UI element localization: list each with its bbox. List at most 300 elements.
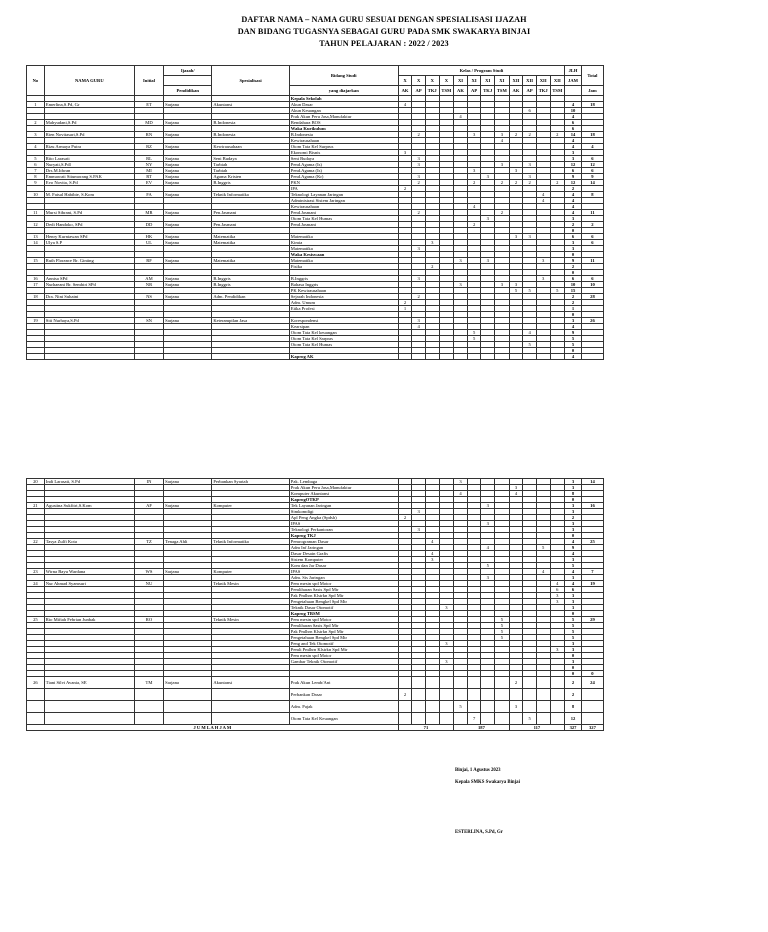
- cell-hours: 3: [412, 318, 426, 324]
- cell-bidang-studi: Otom Tata Kel Keuangan: [289, 713, 398, 725]
- cell-jlh: 4: [565, 324, 582, 330]
- cell-hours: [439, 701, 454, 713]
- cell-hours: 3: [509, 485, 523, 491]
- cell-hours: 3: [425, 240, 439, 246]
- cell-jlh: 8: [565, 491, 582, 497]
- th-class: XII: [509, 76, 523, 86]
- cell-bidang-studi: Pend.Agama (Is): [289, 162, 398, 168]
- cell-name: M. Faisal Habibie, S.Kom: [44, 192, 134, 198]
- cell-jlh: 2: [565, 689, 582, 701]
- cell-total: 18: [581, 102, 603, 108]
- cell-jlh: 12: [565, 180, 582, 186]
- cell-initial: EV: [134, 180, 163, 186]
- cell-hours: 2: [412, 132, 426, 138]
- cell-spesialisasi: Teknik Informatika: [212, 539, 289, 545]
- cell-hours: 5: [523, 342, 537, 348]
- cell-hours: [550, 689, 565, 701]
- cell-hours: [550, 354, 565, 360]
- summary-label: J U M L A H J A M: [27, 725, 399, 731]
- cell-hours: 4: [536, 192, 550, 198]
- table-row: [27, 713, 604, 725]
- cell-hours: [481, 701, 495, 713]
- cell-hours: [550, 713, 565, 725]
- cell-hours: 3: [412, 156, 426, 162]
- cell-name: Tiani Silvi Avania, SE: [44, 677, 134, 689]
- table-row: [27, 354, 604, 360]
- cell-total: 11: [581, 210, 603, 216]
- th-jam: JAM: [565, 76, 582, 86]
- cell-hours: [495, 354, 510, 360]
- cell-hours: [495, 677, 510, 689]
- cell-spesialisasi: Matematika: [212, 240, 289, 246]
- cell-no: 13: [27, 234, 45, 240]
- cell-hours: [481, 689, 495, 701]
- cell-hours: [495, 713, 510, 725]
- summary-row: [27, 725, 604, 731]
- cell-name: Emmawati Situmorang S.PAK: [44, 174, 134, 180]
- cell-hours: 2: [509, 677, 523, 689]
- th-ijazah-blank: [164, 76, 212, 86]
- cell-hours: 5: [536, 545, 550, 551]
- th-name: NAMA GURU: [44, 66, 134, 96]
- cell-hours: 3: [509, 701, 523, 713]
- cell-ijazah: Sarjana: [164, 156, 212, 162]
- cell-jlh: 4: [565, 138, 582, 144]
- cell-spesialisasi: Tarbiah: [212, 162, 289, 168]
- cell-ijazah: Sarjana: [164, 168, 212, 174]
- cell-name: Agustina Sukfitri,S.Kom: [44, 503, 134, 509]
- cell-hours: 3: [550, 647, 565, 653]
- cell-spesialisasi: B.Inggris: [212, 282, 289, 288]
- cell-name: [44, 713, 134, 725]
- cell-spesialisasi: B.Inggris: [212, 276, 289, 282]
- cell-initial: NR: [134, 282, 163, 288]
- cell-hours: 5: [467, 336, 481, 342]
- cell-hours: 3: [481, 216, 495, 222]
- cell-hours: 6: [523, 108, 537, 114]
- title-line-3: TAHUN PELAJARAN : 2022 / 2023: [319, 39, 449, 48]
- cell-total: [581, 713, 603, 725]
- cell-name: Nur Ahmad Syamsuri: [44, 581, 134, 587]
- cell-hours: 5: [454, 701, 468, 713]
- cell-hours: 3: [412, 509, 426, 515]
- cell-no: 8: [27, 174, 45, 180]
- cell-total: 7: [581, 569, 603, 575]
- cell-ijazah: Sarjana: [164, 144, 212, 150]
- th-ijazah: Ijazah/: [164, 66, 212, 76]
- th-spesialisasi: Spesialisasi: [212, 66, 289, 96]
- cell-hours: 3: [454, 282, 468, 288]
- cell-bidang-studi: Otom Tata Kel Humas: [289, 216, 398, 222]
- cell-jlh: 6: [565, 168, 582, 174]
- header-row: [27, 66, 604, 76]
- title-line-1: DAFTAR NAMA – NAMA GURU SESUAI DENGAN SPESIALISASI IJAZAH: [241, 15, 527, 24]
- cell-no: [27, 354, 45, 360]
- cell-initial: [134, 689, 163, 701]
- cell-total: 8: [581, 192, 603, 198]
- cell-bidang-studi: IPA: [289, 186, 398, 192]
- document-title: [0, 14, 768, 50]
- cell-bidang-studi: Kom dan Jar Dasar: [289, 563, 398, 569]
- cell-spesialisasi: Teknik Mesin: [212, 617, 289, 623]
- cell-hours: 3: [536, 258, 550, 264]
- cell-hours: 4: [425, 551, 439, 557]
- cell-spesialisasi: Tarbiah: [212, 168, 289, 174]
- cell-hours: [536, 689, 550, 701]
- cell-bidang-studi: Korespondensi: [289, 318, 398, 324]
- cell-bidang-studi: Sejarah Indonesia: [289, 294, 398, 300]
- cell-hours: 7: [467, 713, 481, 725]
- cell-hours: [481, 677, 495, 689]
- cell-bidang-studi: Ekonomi Bisnis: [289, 150, 398, 156]
- cell-hours: 3: [454, 258, 468, 264]
- cell-bidang-studi: Perbankan Dasar: [289, 689, 398, 701]
- cell-hours: 3: [550, 599, 565, 605]
- cell-no: [27, 713, 45, 725]
- cell-hours: [495, 701, 510, 713]
- cell-ijazah: Sarjana: [164, 222, 212, 228]
- cell-no: 21: [27, 503, 45, 509]
- cell-total: [581, 689, 603, 701]
- cell-jlh: 0: [565, 611, 582, 617]
- cell-total: 28: [581, 294, 603, 300]
- cell-bidang-studi: Kaprog AK: [289, 354, 398, 360]
- cell-hours: [550, 677, 565, 689]
- cell-bidang-studi: Komputer Akuntansi: [289, 491, 398, 497]
- cell-jlh: 14: [565, 132, 582, 138]
- th-program: TKJ: [425, 86, 439, 96]
- cell-bidang-studi: KaprogOTKP: [289, 497, 398, 503]
- cell-jlh: 9: [565, 330, 582, 336]
- cell-name: Rien Novitasari,S.Pd: [44, 132, 134, 138]
- th-program: TSM: [439, 86, 454, 96]
- cell-hours: [523, 701, 537, 713]
- cell-jlh: 3: [565, 593, 582, 599]
- cell-jlh: 0: [565, 348, 582, 354]
- th-program: AK: [398, 86, 412, 96]
- cell-jlh: 0: [565, 497, 582, 503]
- cell-hours: 2: [550, 132, 565, 138]
- cell-jlh: 3: [565, 156, 582, 162]
- cell-bidang-studi: Pak Pmlhrn Klstrkn Spd Mtr: [289, 593, 398, 599]
- cell-bidang-studi: PK Kewirausahaan: [289, 288, 398, 294]
- cell-hours: [439, 677, 454, 689]
- cell-no: 12: [27, 222, 45, 228]
- cell-bidang-studi: Administrasi Sistem Jaringan: [289, 198, 398, 204]
- cell-bidang-studi: Pend.Jasmani: [289, 210, 398, 216]
- cell-no: [27, 689, 45, 701]
- footer-role: Kepala SMKS Swakarya Binjai: [455, 780, 520, 785]
- cell-no: 16: [27, 276, 45, 282]
- cell-hours: 5: [495, 617, 510, 623]
- cell-initial: NY: [134, 162, 163, 168]
- cell-bidang-studi: Pend.Jasmani: [289, 222, 398, 228]
- cell-jlh: 6: [565, 234, 582, 240]
- cell-jlh: 5: [565, 629, 582, 635]
- cell-hours: 4: [454, 114, 468, 120]
- cell-bidang-studi: Pem mesin spd Motor: [289, 617, 398, 623]
- cell-no: 7: [27, 168, 45, 174]
- teacher-table-part-1: [26, 65, 604, 360]
- cell-jlh: 2: [565, 300, 582, 306]
- cell-hours: 3: [412, 174, 426, 180]
- cell-hours: 3: [509, 282, 523, 288]
- cell-bidang-studi: Teknik Dasar Otomotif: [289, 605, 398, 611]
- cell-ijazah: Sarjana: [164, 276, 212, 282]
- cell-jlh: 6: [565, 126, 582, 132]
- cell-jlh: 3: [565, 240, 582, 246]
- cell-bidang-studi: Adm Inf Jaringan: [289, 545, 398, 551]
- cell-ijazah: Sarjana: [164, 192, 212, 198]
- cell-ijazah: Sarjana: [164, 282, 212, 288]
- th-class: X: [398, 76, 412, 86]
- cell-hours: 4: [412, 324, 426, 330]
- th-class: XI: [481, 76, 495, 86]
- cell-bidang-studi: Pemliharan Sasis Spd Mtr: [289, 587, 398, 593]
- cell-hours: 3: [412, 162, 426, 168]
- cell-bidang-studi: IPAS: [289, 521, 398, 527]
- cell-total: 10: [581, 282, 603, 288]
- cell-spesialisasi: Keterampilan Jasa: [212, 318, 289, 324]
- cell-jlh: 2: [565, 677, 582, 689]
- cell-hours: 5: [495, 635, 510, 641]
- cell-bidang-studi: Kewirausahaan: [289, 138, 398, 144]
- cell-initial: RN: [134, 132, 163, 138]
- cell-jlh: 4: [565, 144, 582, 150]
- cell-hours: 5: [509, 288, 523, 294]
- cell-total: 6: [581, 234, 603, 240]
- cell-hours: 6: [550, 587, 565, 593]
- cell-bidang-studi: Waka Kurikulum: [289, 126, 398, 132]
- cell-hours: [425, 713, 439, 725]
- cell-jlh: 0: [565, 252, 582, 258]
- cell-hours: 2: [412, 294, 426, 300]
- cell-total: 24: [581, 677, 603, 689]
- cell-jlh: 0: [565, 312, 582, 318]
- th-no: No: [27, 66, 45, 96]
- cell-hours: 3: [523, 234, 537, 240]
- cell-hours: 4: [467, 204, 481, 210]
- cell-no: 2: [27, 120, 45, 126]
- summary-total: 327: [581, 725, 603, 731]
- cell-jlh: 12: [565, 713, 582, 725]
- cell-name: [44, 689, 134, 701]
- th-pendidikan: Pendidikan: [164, 86, 212, 96]
- cell-jlh: 10: [565, 108, 582, 114]
- cell-total: 29: [581, 617, 603, 623]
- cell-jlh: 3: [565, 318, 582, 324]
- cell-hours: [398, 701, 412, 713]
- cell-total: 9: [581, 174, 603, 180]
- cell-hours: 3: [495, 282, 510, 288]
- cell-ijazah: Sarjana: [164, 180, 212, 186]
- cell-initial: TZ: [134, 539, 163, 545]
- th-bidang: Bidang Studi: [289, 66, 398, 86]
- cell-no: 4: [27, 144, 45, 150]
- cell-ijazah: Tenaga Ahli: [164, 539, 212, 545]
- cell-no: 20: [27, 479, 45, 485]
- cell-bidang-studi: Fisika: [289, 264, 398, 270]
- cell-hours: 3: [439, 641, 454, 647]
- cell-hours: 4: [425, 539, 439, 545]
- th-kelas: Kelas / Program Studi: [398, 66, 564, 76]
- table-body: [27, 677, 604, 725]
- cell-no: 18: [27, 294, 45, 300]
- cell-bidang-studi: Matematika: [289, 246, 398, 252]
- cell-spesialisasi: Seni Budaya: [212, 156, 289, 162]
- cell-initial: WS: [134, 569, 163, 575]
- cell-jlh: 5: [565, 617, 582, 623]
- cell-hours: 4: [481, 545, 495, 551]
- th-total: Total: [581, 66, 603, 86]
- cell-ijazah: [164, 354, 212, 360]
- summary-x: 71: [398, 725, 453, 731]
- cell-jlh: 3: [565, 509, 582, 515]
- cell-ijazah: Sarjana: [164, 318, 212, 324]
- cell-ijazah: Sarjana: [164, 569, 212, 575]
- table-row: [27, 689, 604, 701]
- cell-name: Dedi Handoko, SPd: [44, 222, 134, 228]
- cell-initial: MI: [134, 168, 163, 174]
- cell-ijazah: Sarjana: [164, 503, 212, 509]
- cell-jlh: 3: [565, 659, 582, 665]
- cell-hours: 3: [439, 659, 454, 665]
- cell-jlh: 1: [565, 306, 582, 312]
- cell-name: Drs.M.Idwan: [44, 168, 134, 174]
- cell-jlh: 5: [565, 336, 582, 342]
- cell-hours: 5: [495, 623, 510, 629]
- cell-initial: RT: [134, 174, 163, 180]
- cell-name: Wirna Bayu Wardana: [44, 569, 134, 575]
- cell-hours: 2: [412, 210, 426, 216]
- cell-name: Henry Kurniawan SPd: [44, 234, 134, 240]
- cell-hours: 3: [509, 168, 523, 174]
- cell-jlh: 3: [565, 521, 582, 527]
- cell-spesialisasi: B.Inggris: [212, 180, 289, 186]
- table-row: [27, 701, 604, 713]
- cell-total: 12: [581, 162, 603, 168]
- cell-jlh: 3: [565, 557, 582, 563]
- cell-initial: RL: [134, 156, 163, 162]
- cell-bidang-studi: Otom Tata Kel Humas: [289, 342, 398, 348]
- cell-hours: 1: [398, 306, 412, 312]
- cell-jlh: 3: [565, 599, 582, 605]
- cell-spesialisasi: B.Indonesia: [212, 120, 289, 126]
- cell-hours: [398, 713, 412, 725]
- cell-spesialisasi: B.Indonesia: [212, 132, 289, 138]
- title-line-2: DAN BIDANG TUGASNYA SEBAGAI GURU PADA SMK SWAKARYA BINJAI: [237, 27, 531, 36]
- cell-bidang-studi: Matematika: [289, 258, 398, 264]
- th-program: AP: [412, 86, 426, 96]
- cell-hours: 3: [523, 174, 537, 180]
- cell-bidang-studi: Kearsipan: [289, 324, 398, 330]
- th-program: AP: [523, 86, 537, 96]
- cell-initial: IN: [134, 479, 163, 485]
- cell-jlh: 3: [565, 150, 582, 156]
- cell-hours: [536, 713, 550, 725]
- cell-bidang-studi: Bendahara BOS: [289, 120, 398, 126]
- cell-no: [27, 701, 45, 713]
- cell-spesialisasi: Adm. Pendidikan: [212, 294, 289, 300]
- cell-bidang-studi: IPAS: [289, 569, 398, 575]
- cell-hours: [425, 677, 439, 689]
- th-class: XI: [495, 76, 510, 86]
- cell-jlh: 4: [565, 102, 582, 108]
- cell-hours: [412, 677, 426, 689]
- cell-hours: 5: [523, 713, 537, 725]
- cell-hours: [398, 677, 412, 689]
- cell-hours: [412, 689, 426, 701]
- cell-bidang-studi: Pem mesin spd Motor: [289, 653, 398, 659]
- cell-bidang-studi: Teknologi Perkantoran: [289, 527, 398, 533]
- cell-hours: 3: [481, 521, 495, 527]
- th-class: XI: [454, 76, 468, 86]
- cell-name: Mursi Sibrani, S.Pd: [44, 210, 134, 216]
- cell-total: 6: [581, 276, 603, 282]
- cell-bidang-studi: Etika Profesi: [289, 306, 398, 312]
- cell-bidang-studi: Gambar Teknik Otomotif: [289, 659, 398, 665]
- table-body: [27, 96, 604, 360]
- cell-jlh: 4: [565, 569, 582, 575]
- cell-hours: [550, 701, 565, 713]
- footer-date: Binjai, 1 Agustus 2023: [455, 768, 501, 773]
- cell-bidang-studi: Tek Layanan Jaringan: [289, 503, 398, 509]
- cell-bidang-studi: Pend.Agama (Kr): [289, 174, 398, 180]
- cell-bidang-studi: Adm. Sis Jaringan: [289, 575, 398, 581]
- cell-no: 24: [27, 581, 45, 587]
- cell-hours: [467, 689, 481, 701]
- cell-hours: [425, 354, 439, 360]
- cell-jlh: 15: [565, 288, 582, 294]
- cell-bidang-studi: Otom Tata Kel keuangan: [289, 330, 398, 336]
- cell-bidang-studi: Matematika: [289, 234, 398, 240]
- cell-hours: 2: [467, 180, 481, 186]
- cell-bidang-studi: Prak Akun Peru Jasa,Manufaktur: [289, 114, 398, 120]
- cell-hours: [454, 354, 468, 360]
- cell-ijazah: Sarjana: [164, 294, 212, 300]
- cell-ijazah: Sarjana: [164, 258, 212, 264]
- th-jlh: JLH: [565, 66, 582, 76]
- cell-hours: [425, 689, 439, 701]
- cell-hours: 2: [523, 132, 537, 138]
- cell-jlh: 3: [565, 485, 582, 491]
- cell-jlh: 4: [565, 114, 582, 120]
- cell-jlh: 8: [565, 701, 582, 713]
- cell-hours: 4: [495, 138, 510, 144]
- cell-hours: 2: [398, 186, 412, 192]
- cell-bidang-studi: Kaprog TBSM: [289, 611, 398, 617]
- cell-bidang-studi: Otom Tata Kel Surprus: [289, 144, 398, 150]
- cell-ijazah: [164, 689, 212, 701]
- cell-hours: [439, 354, 454, 360]
- cell-hours: [425, 701, 439, 713]
- cell-bidang-studi: Prak Akun Lemb/Ant: [289, 677, 398, 689]
- cell-name: Ulya S.P: [44, 240, 134, 246]
- cell-jlh: 2: [565, 264, 582, 270]
- cell-initial: [134, 354, 163, 360]
- cell-jlh: 0: [565, 533, 582, 539]
- th-totaljam: Jam: [581, 86, 603, 96]
- cell-hours: 3: [495, 162, 510, 168]
- cell-bidang-studi: Waka Kesiswaan: [289, 252, 398, 258]
- cell-hours: 2: [509, 132, 523, 138]
- cell-jlh: 4: [565, 551, 582, 557]
- cell-hours: 3: [481, 575, 495, 581]
- cell-no: 10: [27, 192, 45, 198]
- cell-hours: [509, 689, 523, 701]
- cell-jlh: 4: [565, 539, 582, 545]
- th-initial: Initial: [134, 66, 163, 96]
